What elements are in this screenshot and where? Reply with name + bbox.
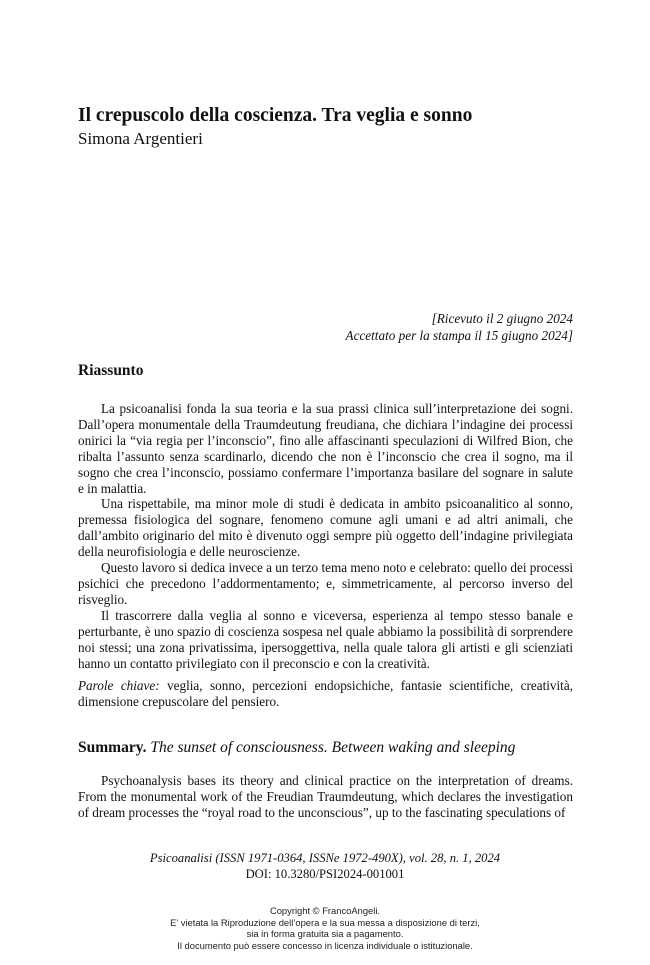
received-date: [Ricevuto il 2 giugno 2024 (431, 311, 573, 326)
article-author: Simona Argentieri (78, 129, 203, 148)
riassunto-paragraph: La psicoanalisi fonda la sua teoria e la sua prassi clinica sull’interpretazione dei sogni. Dall’opera monumentale della Traumdeutung freudiana, che dichiara l’indagine dei processi onirici la “via regia per l’inconscio”, fino alle affascinanti speculazioni di Wilfred Bion, che ribalta l’assunto senza scardinarlo, dicendo che non è l’inconscio che crea il sogno, ma il sogno che crea l’inconscio, possiamo confermare l’importanza basilare del sognare in salute e in malattia. (78, 401, 573, 496)
summary-title: The sunset of consciousness. Between waking and sleeping (150, 739, 516, 756)
copyright-notice-line: Il documento può essere concesso in licenza individuale o istituzionale. (177, 939, 473, 951)
riassunto-paragraph: Questo lavoro si dedica invece a un terzo tema meno noto e celebrato: quello dei processi psichici che precedono l’addormentamento; e, simmetricamente, al percorso inverso del risveglio. (78, 560, 574, 607)
summary-label: Summary. (78, 739, 147, 756)
riassunto-paragraph: Una rispettabile, ma minor mole di studi è dedicata in ambito psicoanalitico al sonno, premessa fisiologica del sognare, fenomeno comune agli umani e ad altri animali, che dall’ambito originario del mito è divenuto oggi sempre più oggetto dell’indagine privilegiata della neurofisiologia e delle neuroscienze. (78, 496, 573, 560)
summary-paragraph: Psychoanalysis bases its theory and clinical practice on the interpretation of dreams. From the monumental work of the Freudian Traumdeutung, which declares the investigation of dream processes the “royal road to the unconscious”, up to the fascinating speculations of (78, 773, 573, 820)
journal-citation-block (0, 850, 650, 882)
keywords-label: Parole chiave: (78, 678, 160, 693)
keywords (78, 678, 573, 710)
copyright-line: Copyright © FrancoAngeli. (269, 905, 381, 916)
copyright-notice (0, 905, 650, 951)
copyright-notice-line: sia in forma gratuita sia a pagamento. (246, 928, 404, 939)
copyright-notice-line: E’ vietata la Riproduzione dell’opera e la sua messa a disposizione di terzi, (170, 916, 480, 928)
riassunto-heading: Riassunto (78, 362, 144, 379)
summary-body (78, 773, 573, 821)
article-title: Il crepuscolo della coscienza. Tra veglia e sonno (78, 105, 473, 126)
riassunto-paragraph: Il trascorrere dalla veglia al sonno e viceversa, esperienza al tempo stesso banale e perturbante, è uno spazio di coscienza sospesa nel quale abbiamo la possibilità di sorprendere noi stessi; una zona privatissima, ipersoggettiva, nella quale talora gli artisti e gli scienziati hanno un contatto privilegiato con il preconscio e con la creatività. (78, 607, 573, 671)
accepted-date: Accettato per la stampa il 15 giugno 2024] (345, 328, 573, 343)
received-accepted-note (173, 310, 573, 344)
summary-heading (78, 738, 598, 758)
journal-citation: Psicoanalisi (ISSN 1971-0364, ISSNe 1972-490X), vol. 28, n. 1, 2024 (149, 851, 501, 865)
doi: DOI: 10.3280/PSI2024-001001 (245, 867, 405, 881)
keywords-list: veglia, sonno, percezioni endopsichiche, fantasie scientifiche, creatività, dimensione crepuscolare del pensiero. (78, 678, 573, 709)
riassunto-body (78, 401, 573, 671)
